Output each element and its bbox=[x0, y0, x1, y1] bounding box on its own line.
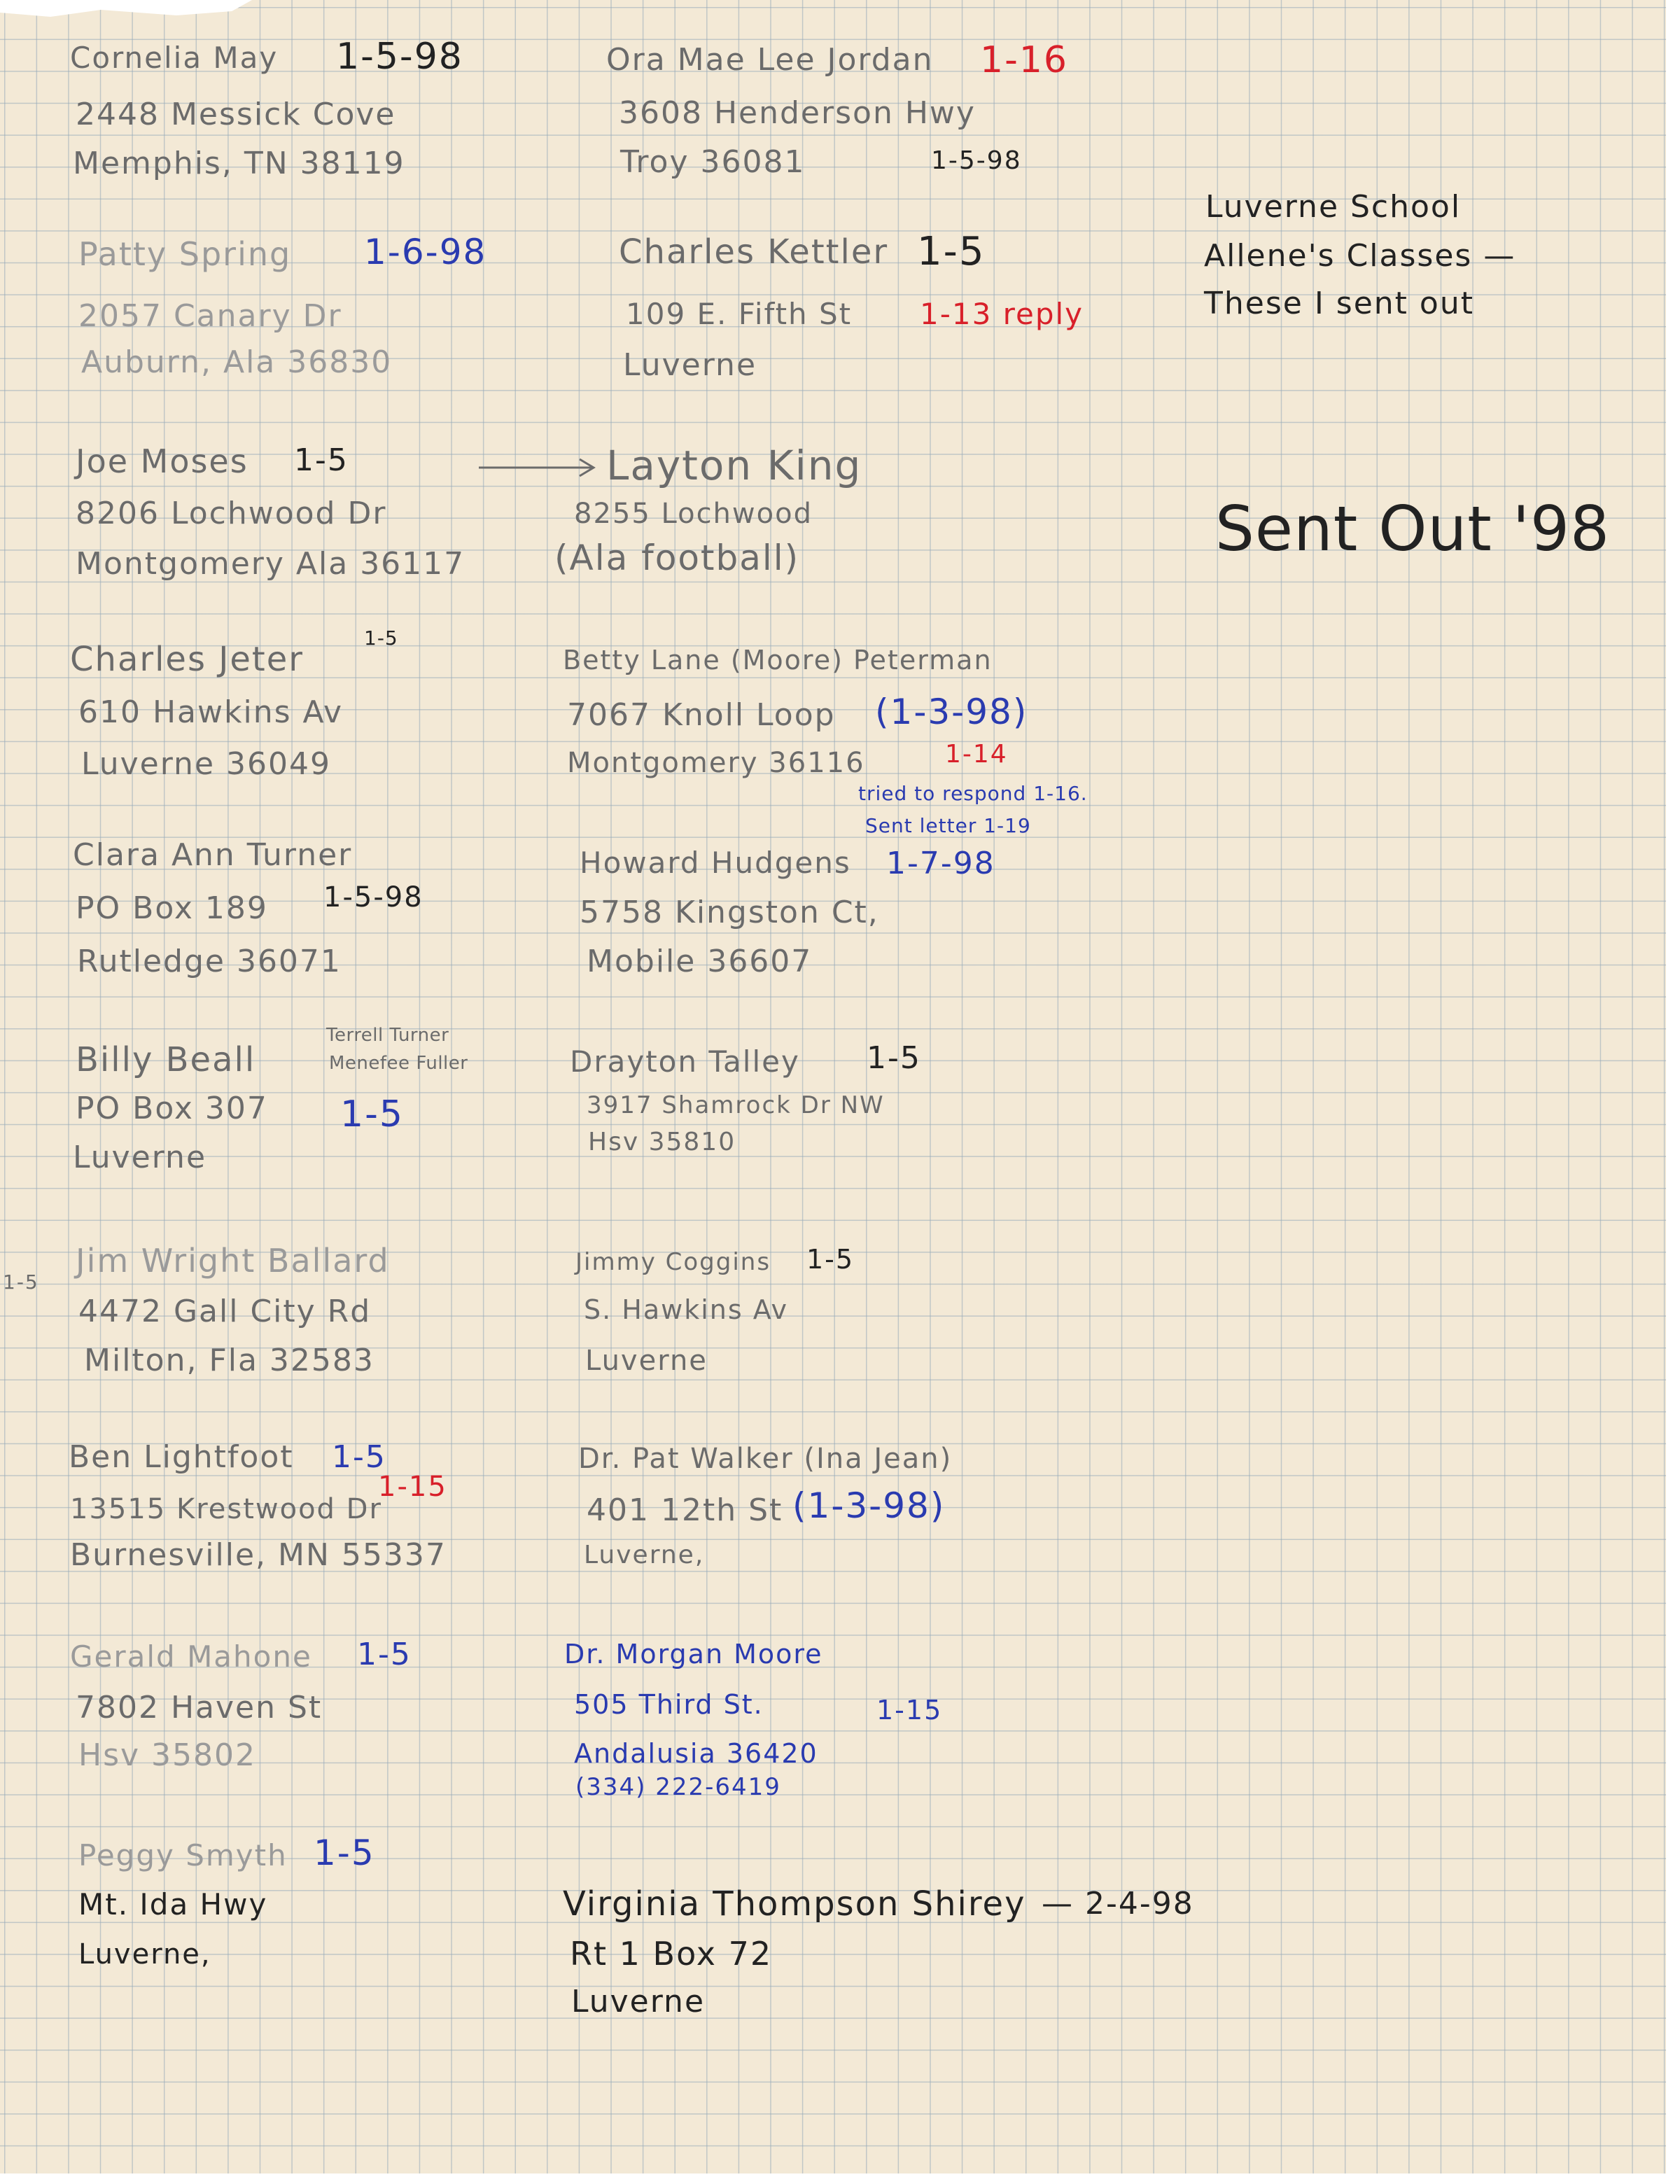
entry-city: Auburn, Ala 36830 bbox=[81, 344, 393, 380]
entry-street: 401 12th St bbox=[587, 1492, 783, 1528]
entry-city: Luverne 36049 bbox=[81, 746, 331, 782]
arrow-icon bbox=[476, 452, 602, 480]
entry-date: (1-3-98) bbox=[792, 1485, 946, 1526]
entry-city: Hsv 35802 bbox=[78, 1737, 257, 1773]
entry-date: 1-5-98 bbox=[323, 881, 424, 913]
school-note: Luverne School bbox=[1205, 189, 1462, 225]
entry-date: 1-5 bbox=[806, 1244, 855, 1275]
entry-name: Dr. Pat Walker (Ina Jean) bbox=[578, 1443, 953, 1475]
entry-date: 1-5-98 bbox=[336, 36, 463, 78]
entry-date: 1-5 bbox=[357, 1637, 412, 1672]
entry-name: Betty Lane (Moore) Peterman bbox=[563, 645, 993, 676]
entry-street: PO Box 189 bbox=[76, 890, 268, 926]
entry-street: Mt. Ida Hwy bbox=[78, 1887, 268, 1921]
entry-street: 7802 Haven St bbox=[76, 1690, 323, 1726]
entry-date: 1-6-98 bbox=[364, 232, 487, 272]
entry-date: 1-5 bbox=[294, 442, 349, 478]
entry-city: Montgomery 36116 bbox=[567, 747, 865, 779]
entry-street: 13515 Krestwood Dr bbox=[70, 1493, 382, 1525]
entry-city: Rutledge 36071 bbox=[77, 944, 342, 979]
entry-date: — 2-4-98 bbox=[1042, 1886, 1194, 1921]
entry-date: 1-5 bbox=[314, 1833, 375, 1873]
entry-date-red: 1-15 bbox=[378, 1471, 447, 1503]
entry-name: Howard Hudgens bbox=[580, 846, 851, 880]
entry-name: Ora Mae Lee Jordan bbox=[606, 42, 934, 78]
entry-name: Gerald Mahone bbox=[70, 1639, 312, 1674]
entry-city: Luverne bbox=[73, 1140, 207, 1175]
sent-out-title: Sent Out '98 bbox=[1215, 493, 1610, 565]
entry-reply: 1-13 reply bbox=[920, 297, 1084, 331]
entry-city: Luverne bbox=[623, 347, 757, 383]
entry-city: Milton, Fla 32583 bbox=[84, 1343, 374, 1378]
entry-street: 505 Third St. bbox=[574, 1689, 764, 1720]
entry-street: 2057 Canary Dr bbox=[78, 298, 342, 334]
entry-city: Memphis, TN 38119 bbox=[73, 146, 405, 181]
entry-name: Jimmy Coggins bbox=[575, 1248, 771, 1276]
entry-date: 1-5-98 bbox=[931, 146, 1022, 175]
entry-street: 8255 Lochwood bbox=[574, 498, 813, 530]
entry-name: Jim Wright Ballard bbox=[76, 1242, 390, 1280]
entry-note: tried to respond 1-16. bbox=[858, 782, 1088, 805]
entry-date: 1-5 bbox=[340, 1093, 404, 1135]
entry-street: PO Box 307 bbox=[76, 1091, 268, 1126]
entry-city: Hsv 35810 bbox=[588, 1128, 736, 1156]
entry-date: (1-3-98) bbox=[875, 692, 1028, 732]
entry-street: 610 Hawkins Av bbox=[78, 694, 344, 730]
entry-street: 8206 Lochwood Dr bbox=[76, 496, 387, 531]
entry-street: 3917 Shamrock Dr NW bbox=[587, 1091, 885, 1119]
entry-city: Luverne bbox=[585, 1345, 708, 1377]
entry-name: Drayton Talley bbox=[570, 1044, 800, 1079]
entry-street: 109 E. Fifth St bbox=[626, 297, 853, 331]
entry-note: Sent letter 1-19 bbox=[865, 814, 1031, 837]
entry-name: Dr. Morgan Moore bbox=[564, 1639, 823, 1670]
entry-name: Virginia Thompson Shirey bbox=[563, 1884, 1026, 1924]
entry-date: 1-5 bbox=[364, 626, 398, 650]
entry-street: Rt 1 Box 72 bbox=[570, 1935, 773, 1973]
entry-note: Terrell Turner bbox=[326, 1025, 449, 1046]
entry-name: Ben Lightfoot bbox=[69, 1439, 294, 1475]
entry-name: Layton King bbox=[606, 442, 862, 489]
entry-street: 5758 Kingston Ct, bbox=[580, 895, 879, 930]
entry-city: Burnesville, MN 55337 bbox=[70, 1537, 447, 1573]
school-note: These I sent out bbox=[1204, 286, 1474, 321]
entry-city: Luverne bbox=[571, 1984, 706, 2019]
entry-name: Billy Beall bbox=[76, 1040, 256, 1079]
entry-city: Mobile 36607 bbox=[587, 944, 813, 979]
entry-city: Troy 36081 bbox=[620, 144, 806, 180]
entry-date: 1-5 bbox=[917, 229, 986, 274]
entry-date: 1-5 bbox=[332, 1439, 386, 1475]
entry-date-red: 1-14 bbox=[945, 740, 1008, 769]
entry-city: Montgomery Ala 36117 bbox=[76, 546, 465, 582]
entry-name: Charles Kettler bbox=[619, 232, 889, 272]
margin-date: 1-5 bbox=[3, 1270, 39, 1294]
entry-name: Peggy Smyth bbox=[78, 1838, 288, 1872]
entry-city: Luverne, bbox=[584, 1541, 705, 1569]
school-note: Allene's Classes — bbox=[1204, 238, 1516, 274]
entry-name: Patty Spring bbox=[78, 235, 292, 273]
entry-city: Andalusia 36420 bbox=[574, 1738, 818, 1769]
entry-street: 7067 Knoll Loop bbox=[567, 697, 836, 733]
entry-name: Clara Ann Turner bbox=[73, 837, 353, 873]
entry-street: S. Hawkins Av bbox=[584, 1294, 788, 1325]
entry-city: Luverne, bbox=[78, 1938, 211, 1970]
entry-note: Menefee Fuller bbox=[329, 1053, 468, 1074]
entry-name: Joe Moses bbox=[76, 442, 248, 480]
entry-name: Charles Jeter bbox=[70, 640, 304, 679]
entry-phone: (334) 222-6419 bbox=[575, 1773, 781, 1801]
entry-street: 3608 Henderson Hwy bbox=[619, 95, 976, 131]
entry-name: Cornelia May bbox=[70, 41, 279, 75]
entry-street: 2448 Messick Cove bbox=[76, 97, 396, 132]
entry-date: 1-15 bbox=[876, 1695, 943, 1726]
entry-city: (Ala football) bbox=[554, 538, 800, 578]
entry-date: 1-7-98 bbox=[886, 846, 995, 881]
entry-date-red: 1-16 bbox=[980, 39, 1069, 81]
entry-date: 1-5 bbox=[867, 1040, 921, 1076]
entry-street: 4472 Gall City Rd bbox=[78, 1294, 372, 1329]
